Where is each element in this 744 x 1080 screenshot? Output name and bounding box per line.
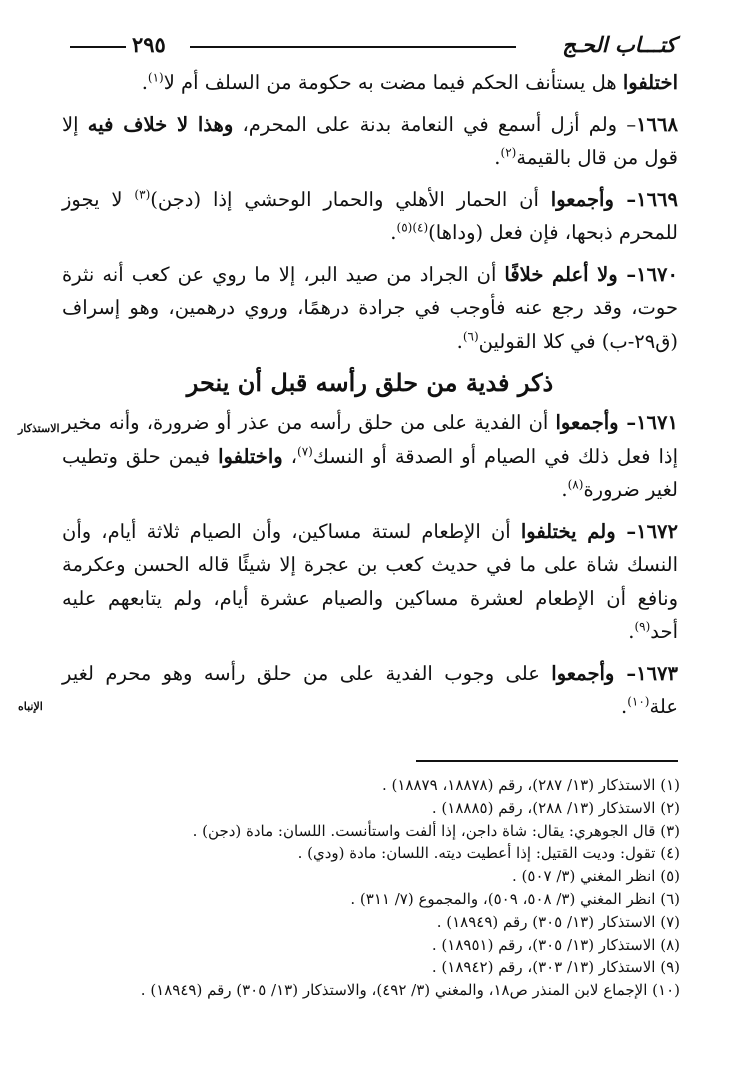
paragraph-tail: . bbox=[390, 221, 397, 244]
paragraph-1669 bbox=[62, 183, 678, 250]
margin-note-inbah: الإنباه bbox=[18, 700, 43, 713]
paragraph-number: ١٦٧١ bbox=[636, 411, 678, 434]
section-heading: ذكر فدية من حلق رأسه قبل أن ينحر bbox=[186, 368, 554, 397]
running-header bbox=[70, 32, 676, 62]
paragraph-text: أن الفدية على من حلق رأسه من عذر أو ضرورة، وأنه مخير إذا فعل ذلك في الصيام أو الصدقة أو النسك bbox=[62, 411, 678, 468]
paragraph-emphasis: – وأجمعوا bbox=[551, 661, 637, 685]
footnote-ref: (٣) bbox=[134, 187, 151, 201]
paragraph-emphasis: – وأجمعوا bbox=[555, 411, 637, 434]
paragraph-text: على وجوب الفدية على من حلق رأسه وهو محرم لغير علة bbox=[62, 661, 678, 718]
paragraph-text: أن الجراد من صيد البر، إلا ما روي عن كعب أنه نثرة حوت، وقد رجع عنه فأوجب في جرادة درهمًا، وروي درهمين، وهو إسراف (ق٢٩-ب) في كلا القولين bbox=[62, 262, 678, 353]
paragraph-1672 bbox=[62, 515, 678, 649]
footnote: (٣) قال الجوهري: يقال: شاة داجن، إذا ألفت واستأنست. اللسان: مادة (دجن) . bbox=[192, 821, 680, 840]
paragraph-text: ، bbox=[282, 444, 298, 468]
paragraph-emphasis: واختلفوا bbox=[218, 444, 283, 468]
paragraph-number: ١٦٧٣ bbox=[636, 661, 678, 685]
paragraph-text: – ولم أزل أسمع في النعامة بدنة على المحرم، bbox=[233, 112, 637, 136]
footnote: (٩) الاستذكار (١٣/ ٣٠٣)، رقم (١٨٩٤٢) . bbox=[431, 958, 680, 977]
paragraph-number: ١٦٧٠ bbox=[636, 262, 678, 286]
main-text bbox=[62, 66, 678, 732]
paragraph-emphasis: وهذا لا خلاف فيه bbox=[87, 112, 234, 136]
paragraph-1671 bbox=[62, 406, 678, 507]
footnote: (٢) الاستذكار (١٣/ ٢٨٨)، رقم (١٨٨٨٥) . bbox=[431, 798, 680, 817]
footnote: (١) الاستذكار (١٣/ ٢٨٧)، رقم (١٨٨٧٨، ١٨٨٧٩) . bbox=[381, 776, 680, 794]
footnote-ref: (٨) bbox=[567, 477, 584, 492]
footnote-ref: (٧) bbox=[297, 444, 313, 458]
paragraph-tail: . bbox=[620, 695, 628, 718]
paragraph-text: أن الإطعام لستة مساكين، وأن الصيام ثلاثة أيام، وأن النسك شاة على ما في حديث كعب بن عجرة إلا شيئًا قاله الحسن وعكرمة ونافع أن الإطعام لعشرة مساكين والصيام عشرة أيام، ولم يتابعهم عليه أحد bbox=[62, 519, 678, 643]
paragraph-intro bbox=[62, 66, 678, 100]
footnotes bbox=[40, 774, 680, 1002]
paragraph-tail: . bbox=[141, 71, 148, 94]
paragraph-text: فيمن حلق وتطيب لغير ضرورة bbox=[62, 444, 678, 501]
footnote: (٦) انظر المغني (٣/ ٥٠٨، ٥٠٩)، والمجموع (٧/ ٣١١) . bbox=[350, 889, 680, 908]
footnote: (٥) انظر المغني (٣/ ٥٠٧) . bbox=[512, 867, 680, 886]
footnote-ref: (٩) bbox=[634, 619, 651, 634]
footnote: (٨) الاستذكار (١٣/ ٣٠٥)، رقم (١٨٩٥١) . bbox=[431, 935, 680, 954]
paragraph-emphasis: – ولم يختلفوا bbox=[520, 519, 637, 543]
footnote-ref: (٤)(٥) bbox=[396, 220, 429, 235]
paragraph-emphasis: – وأجمعوا bbox=[550, 187, 637, 211]
paragraph-lead: اختلفوا bbox=[622, 71, 678, 94]
paragraph-1673 bbox=[62, 657, 678, 724]
header-rule-left bbox=[70, 46, 126, 48]
paragraph-number: ١٦٦٩ bbox=[636, 187, 678, 211]
footnote: (١٠) الإجماع لابن المنذر ص١٨، والمغني (٣/ ٤٩٢)، والاستذكار (١٣/ ٣٠٥) رقم (١٨٩٤٩) . bbox=[140, 981, 680, 1000]
paragraph-text: أن الحمار الأهلي والحمار الوحشي إذا (دجن) bbox=[150, 187, 551, 211]
paragraph-text: هل يستأنف الحكم فيما مضت به حكومة من السلف أم لا bbox=[163, 71, 623, 94]
paragraph-1670 bbox=[62, 258, 678, 359]
paragraph-tail: . bbox=[456, 329, 463, 353]
paragraph-tail: . bbox=[561, 478, 568, 501]
paragraph-tail: . bbox=[494, 146, 501, 169]
paragraph-emphasis: – ولا أعلم خلافًا bbox=[504, 262, 637, 286]
paragraph-text: لا يجوز للمحرم ذبحها، فإن فعل (وداها) bbox=[62, 187, 678, 244]
margin-note-istidhkar: الاستذكار bbox=[18, 422, 60, 435]
footnote: (٧) الاستذكار (١٣/ ٣٠٥) رقم (١٨٩٤٩) . bbox=[436, 912, 680, 931]
footnote-ref: (٢) bbox=[500, 145, 517, 160]
footnote-ref: (١) bbox=[147, 70, 164, 85]
footnote-separator bbox=[416, 760, 678, 762]
footnote: (٤) تقول: وديت القتيل: إذا أعطيت ديته. اللسان: مادة (ودي) . bbox=[297, 844, 680, 863]
paragraph-1668 bbox=[62, 108, 678, 175]
paragraph-number: ١٦٧٢ bbox=[636, 519, 678, 543]
footnote-ref: (١٠) bbox=[627, 694, 650, 709]
footnote-ref: (٦) bbox=[462, 329, 479, 343]
page-number: ٢٩٥ bbox=[132, 32, 166, 57]
chapter-title: كتـــاب الحـج bbox=[562, 32, 676, 57]
paragraph-tail: . bbox=[628, 620, 635, 643]
paragraph-number: ١٦٦٨ bbox=[636, 112, 678, 136]
header-rule-middle bbox=[190, 46, 516, 48]
paragraph-text: إلا قول من قال بالقيمة bbox=[62, 112, 678, 169]
